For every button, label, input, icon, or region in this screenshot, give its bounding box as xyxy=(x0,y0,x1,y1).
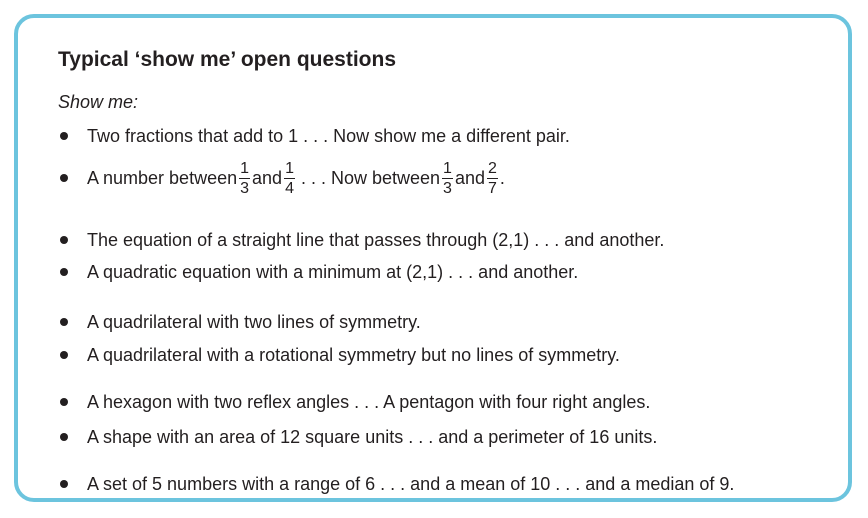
item-text: A shape with an area of 12 square units . . . and a perimeter of 16 units. xyxy=(87,426,658,447)
item-text: A quadrilateral with a rotational symmetry but no lines of symmetry. xyxy=(87,344,620,365)
item-text: A quadratic equation with a minimum at (2,1) . . . and another. xyxy=(87,261,579,282)
item-text: A hexagon with two reflex angles . . . A pentagon with four right angles. xyxy=(87,391,651,412)
panel-subtitle: Show me: xyxy=(58,92,139,112)
item-text: and xyxy=(454,167,485,188)
list-item xyxy=(58,387,650,417)
fraction-numerator: 1 xyxy=(240,159,250,177)
bullet-icon xyxy=(60,268,68,276)
fraction-denominator: 3 xyxy=(240,179,250,197)
fraction-numerator: 1 xyxy=(285,159,294,177)
item-text: A quadrilateral with two lines of symmetry. xyxy=(87,311,421,332)
item-text: . xyxy=(499,167,505,188)
list-item xyxy=(58,257,578,287)
fraction-numerator: 2 xyxy=(488,159,497,177)
list-item xyxy=(58,307,421,337)
bullet-icon xyxy=(60,132,68,140)
list-item xyxy=(58,121,570,151)
bullet-icon xyxy=(60,398,68,406)
fraction-denominator: 3 xyxy=(443,179,452,197)
bullet-icon xyxy=(60,480,68,488)
list-item xyxy=(58,158,505,198)
item-text: A number between xyxy=(87,167,238,188)
item-text: The equation of a straight line that passes through (2,1) . . . and another. xyxy=(87,229,665,250)
item-text: . . . Now between xyxy=(300,167,441,188)
question-panel xyxy=(14,14,852,502)
list-item xyxy=(58,225,664,255)
fraction xyxy=(239,160,250,197)
fraction xyxy=(284,160,295,197)
list-item xyxy=(58,422,657,452)
bullet-icon xyxy=(60,174,68,182)
fraction xyxy=(487,160,498,197)
fraction xyxy=(442,160,453,197)
panel-title: Typical ‘show me’ open questions xyxy=(58,48,397,71)
fraction-denominator: 4 xyxy=(285,179,294,197)
fraction-denominator: 7 xyxy=(488,179,497,197)
bullet-icon xyxy=(60,351,68,359)
list-item xyxy=(58,340,620,370)
list-item xyxy=(58,469,734,499)
item-text: Two fractions that add to 1 . . . Now show me a different pair. xyxy=(87,125,570,146)
bullet-icon xyxy=(60,433,68,441)
item-text: A set of 5 numbers with a range of 6 . . . and a mean of 10 . . . and a median of 9. xyxy=(87,473,735,494)
bullet-icon xyxy=(60,236,68,244)
bullet-icon xyxy=(60,318,68,326)
item-text: and xyxy=(252,167,283,188)
fraction-numerator: 1 xyxy=(443,159,452,177)
